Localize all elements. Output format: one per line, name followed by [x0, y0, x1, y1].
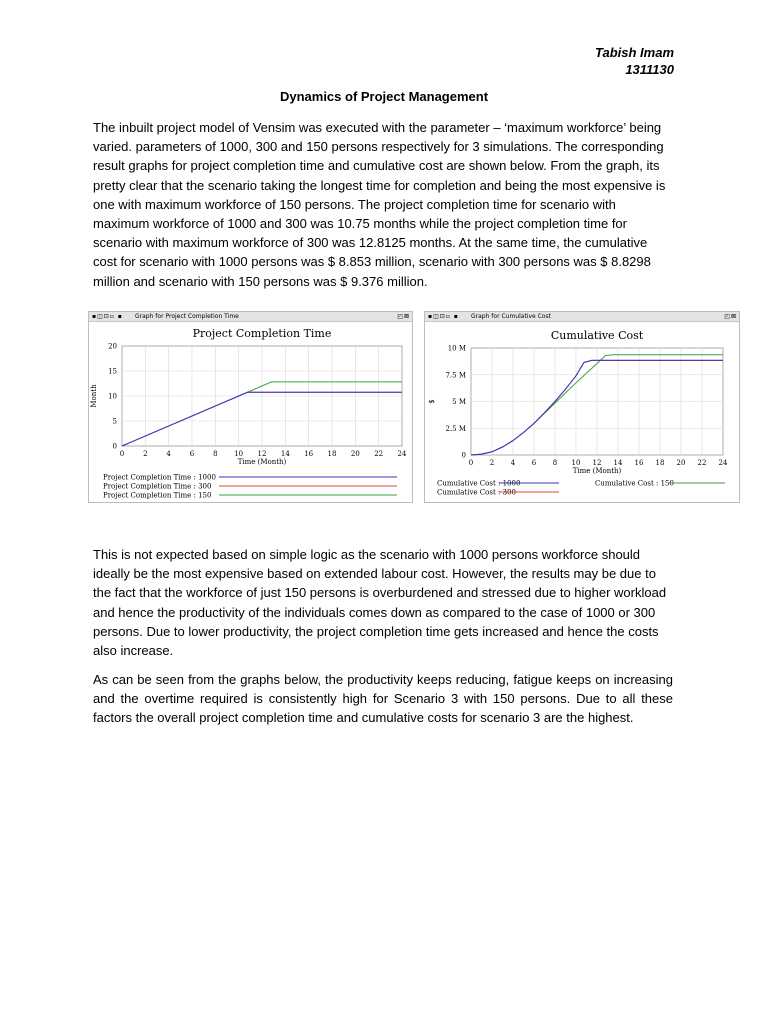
x-tick-label: 22 — [697, 459, 707, 467]
x-tick-label: 22 — [374, 450, 384, 458]
author-id: 1311130 — [625, 62, 674, 77]
window-title: Graph for Project Completion Time — [135, 313, 239, 320]
x-tick-label: 14 — [280, 450, 290, 458]
y-tick-label: 5 — [112, 417, 117, 426]
chart-window-cumulative-cost — [424, 311, 740, 503]
x-tick-label: 2 — [489, 459, 495, 467]
y-tick-label: 7.5 M — [445, 371, 466, 380]
legend-label: Cumulative Cost : 300 — [437, 488, 516, 497]
chart-cumulative-cost — [425, 322, 739, 502]
author-name: Tabish Imam — [595, 45, 674, 60]
x-tick-label: 4 — [166, 450, 171, 458]
paragraph-3: As can be seen from the graphs below, the productivity keeps reducing, fatigue keeps on increasing and the overtime required is consistently high for Scenario 3 with 150 persons. Due to all these factors the overall project completion time and cumulative costs for scenario 3 are the highest. — [93, 672, 673, 726]
x-tick-label: 12 — [592, 459, 602, 467]
x-tick-label: 8 — [552, 459, 558, 467]
x-tick-label: 12 — [257, 450, 267, 458]
window-title: Graph for Cumulative Cost — [471, 313, 551, 320]
window-toolbar-icons[interactable]: ▪◫⊡▫ ▪ — [92, 313, 123, 320]
chart-title: Project Completion Time — [192, 327, 332, 340]
legend-label: Project Completion Time : 150 — [103, 491, 212, 500]
x-tick-label: 24 — [397, 450, 407, 458]
x-axis-label: Time (Month) — [572, 467, 622, 475]
legend-label: Cumulative Cost : 1000 — [437, 479, 521, 488]
paragraph-1: The inbuilt project model of Vensim was executed with the parameter – ‘maximum workforce’ being varied. parameters of 1000, 300 and 150 persons respectively for 3 simulations. The corresponding result graphs for project completion time and cumulative cost are shown below. From the graph, its pretty clear that the scenario taking the longest time for completion and being the most expensive is one with maximum workforce of 150 persons. The project completion time for scenario with maximum workforce of 1000 and 300 was 10.75 months while the project completion time for scenario with maximum workforce of 300 was 12.8125 months. At the same time, the cumulative cost for scenario with 1000 persons was $ 8.853 million, scenario with 300 persons was $ 8.8298 million and scenario with 150 persons was $ 9.376 million. — [93, 120, 666, 289]
legend-label: Project Completion Time : 300 — [103, 482, 212, 491]
x-tick-label: 6 — [531, 459, 537, 467]
y-axis-label: Month — [90, 384, 98, 408]
x-axis-label: Time (Month) — [237, 458, 287, 466]
window-toolbar-icons[interactable]: ▪◫⊡▫ ▪ — [428, 313, 459, 320]
y-tick-label: 2.5 M — [445, 424, 466, 433]
x-tick-label: 0 — [468, 459, 474, 467]
y-tick-label: 10 — [108, 392, 117, 401]
window-controls[interactable]: ◰⊠ — [397, 313, 410, 320]
y-tick-label: 15 — [108, 367, 117, 376]
window-titlebar — [89, 312, 412, 322]
y-tick-label: 10 M — [447, 344, 466, 353]
y-tick-label: 5 M — [452, 398, 466, 406]
legend-label: Project Completion Time : 1000 — [103, 473, 216, 482]
x-tick-label: 10 — [234, 450, 244, 458]
x-tick-label: 8 — [213, 450, 218, 458]
y-axis-label: $ — [428, 399, 436, 404]
x-tick-label: 4 — [510, 459, 516, 467]
x-tick-label: 14 — [613, 459, 623, 467]
x-tick-label: 24 — [718, 459, 728, 467]
x-tick-label: 16 — [634, 459, 644, 467]
x-tick-label: 16 — [304, 450, 314, 458]
paragraph-2: This is not expected based on simple logic as the scenario with 1000 persons workforce should ideally be the most expensive based on extended labour cost. However, the results may be due to the fact that the workforce of just 150 persons is overburdened and stressed due to higher workload and hence the productivity of the individuals comes down as compared to the case of 1000 or 300 persons. Due to lower productivity, the project completion time gets increased and hence the costs also increase. — [93, 547, 667, 659]
chart-window-completion-time — [88, 311, 413, 503]
x-tick-label: 0 — [119, 450, 125, 458]
chart-title: Cumulative Cost — [550, 329, 644, 342]
x-tick-label: 20 — [350, 450, 360, 458]
chart-project-completion-time — [89, 322, 412, 502]
window-titlebar — [425, 312, 739, 322]
x-tick-label: 18 — [655, 459, 665, 467]
x-tick-label: 6 — [189, 450, 195, 458]
x-tick-label: 10 — [571, 459, 581, 467]
x-tick-label: 20 — [676, 459, 686, 467]
x-tick-label: 2 — [143, 450, 148, 458]
y-tick-label: 20 — [108, 342, 117, 351]
y-tick-label: 0 — [461, 451, 466, 460]
y-tick-label: 0 — [112, 442, 117, 451]
document-title: Dynamics of Project Management — [279, 89, 489, 104]
x-tick-label: 18 — [327, 450, 337, 458]
author-block — [595, 44, 674, 78]
window-controls[interactable]: ◰⊠ — [724, 313, 737, 320]
legend-label: Cumulative Cost : 150 — [595, 479, 674, 488]
